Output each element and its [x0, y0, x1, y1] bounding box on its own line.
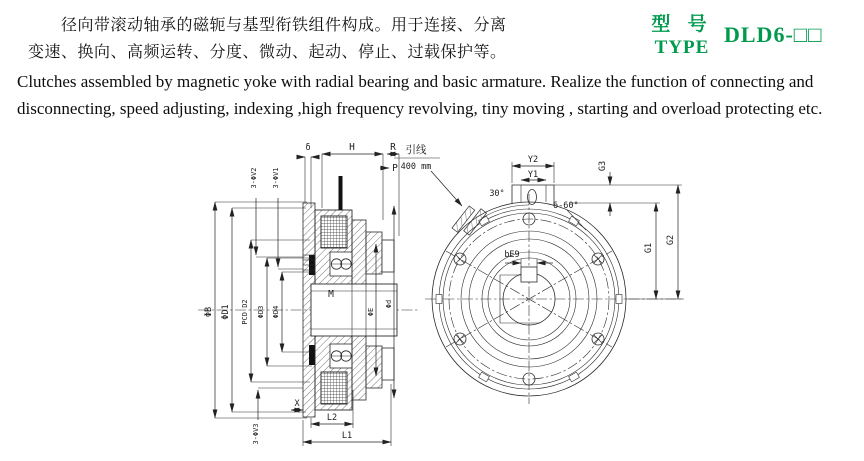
dim-label-3phiV2: 3-ΦV2 — [250, 167, 258, 189]
dim-label-3phiV3: 3-ΦV3 — [252, 423, 260, 445]
dim-label-x: X — [294, 399, 300, 409]
dim-label-phi-b: ΦB — [204, 306, 214, 318]
lead-wire-label-cn: 引线 — [405, 144, 427, 156]
dim-label-keyway: bE9 — [504, 250, 520, 260]
dim-label-g1: G1 — [644, 242, 654, 254]
type-label-block — [643, 13, 721, 59]
terminal-tab — [512, 185, 554, 205]
dim-label-30deg: 30° — [489, 189, 505, 199]
dim-label-phi-d3: ΦD3 — [257, 305, 265, 319]
dim-label-phi-d1: ΦD1 — [221, 304, 231, 320]
intro-paragraph-cn — [28, 12, 540, 66]
front-view — [394, 143, 684, 404]
lead-wire-length: 400 mm — [400, 162, 432, 172]
dim-label-g3: G3 — [598, 160, 608, 172]
dim-label-h: H — [349, 142, 355, 153]
dim-label-r: R — [390, 142, 396, 153]
dim-label-y1: Y1 — [527, 170, 539, 180]
type-label-cn: 型 号 — [651, 14, 713, 35]
front-top-dims — [512, 155, 554, 183]
dim-label-3phiV1: 3-ΦV1 — [272, 167, 280, 189]
dim-label-pcd-d2: PCD D2 — [241, 299, 249, 325]
dim-label-y2: Y2 — [527, 155, 539, 165]
intro-en-line1: Clutches assembled by magnetic yoke with radial bearing and basic armature. Realize the function of connecting and — [17, 72, 814, 91]
technical-drawing — [0, 136, 864, 456]
intro-en-line2: disconnecting, speed adjusting, indexing ,high frequency revolving, tiny moving , starting and overload protecting etc. — [17, 99, 823, 118]
dim-label-m: M — [328, 289, 334, 300]
dim-label-g2: G2 — [666, 234, 676, 246]
intro-cn-line2: 变速、换向、高频运转、分度、微动、起动、停止、过载保护等。 — [28, 44, 507, 61]
dim-label-l2: L2 — [326, 413, 338, 423]
bore-keyway — [500, 250, 555, 325]
dim-label-phi-e: ΦE — [367, 307, 375, 317]
section-view — [198, 142, 420, 446]
dim-label-l1: L1 — [341, 431, 353, 441]
bearing-upper — [330, 252, 352, 276]
model-code: DLD6-□□ — [724, 22, 823, 47]
front-right-dims — [554, 161, 684, 299]
dim-label-phi-d: Φd — [385, 299, 393, 309]
shaft-hub — [311, 284, 397, 336]
intro-paragraph-en — [17, 68, 853, 122]
clutch-drawing-svg — [0, 136, 864, 456]
dim-label-6-60deg: 6-60° — [553, 201, 579, 211]
dim-label-phi-d4: ΦD4 — [272, 305, 280, 319]
intro-cn-line1: 径向带滚动轴承的磁轭与基型衔铁组件构成。用于连接、分离 — [28, 17, 507, 34]
type-label-en: TYPE — [654, 37, 710, 58]
lead-wires — [394, 143, 487, 239]
dim-label-delta: δ — [305, 143, 311, 153]
bearing-lower — [330, 344, 352, 368]
dim-label-p: P — [392, 163, 398, 174]
spring-pin — [339, 176, 343, 210]
